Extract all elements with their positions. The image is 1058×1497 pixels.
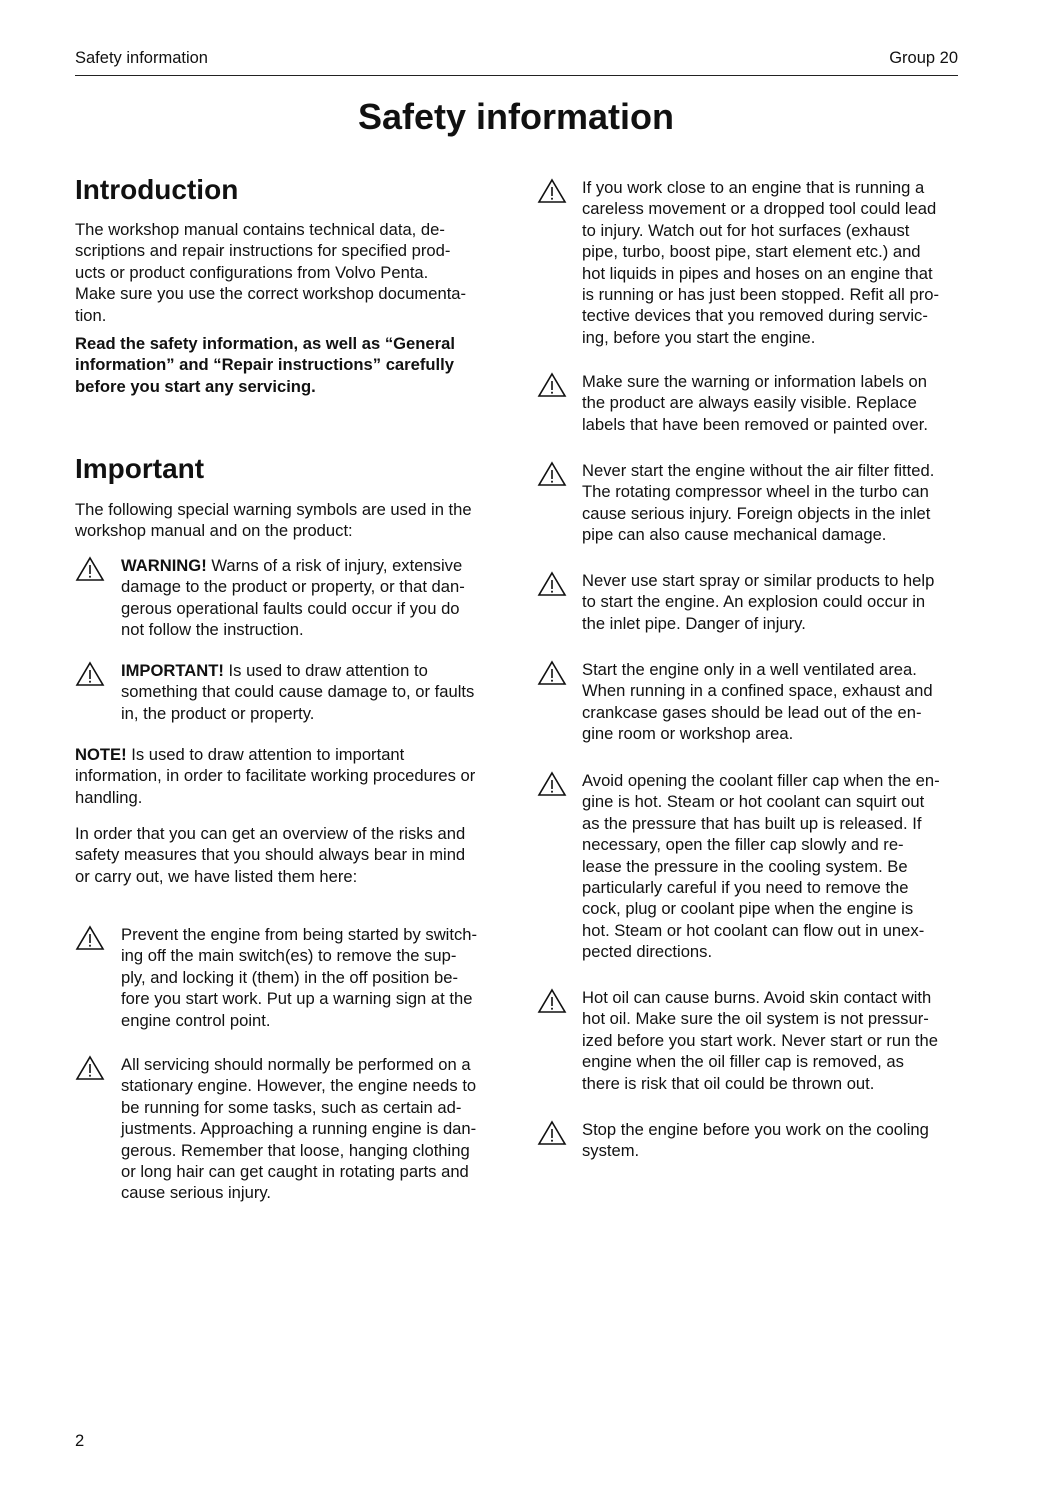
- safety-item: Make sure the warning or information labels on the product are always easily visible. Replace labels that have been removed or painted over.: [582, 372, 928, 434]
- warning-triangle-icon: [75, 925, 105, 956]
- warning-triangle-icon: [75, 661, 105, 692]
- note-text: Is used to draw attention to important information, in order to facilitate working procedures or handling.: [75, 745, 476, 807]
- important-paragraph: The following special warning symbols are used in the workshop manual and on the product:: [75, 500, 472, 541]
- warning-definition: [121, 555, 511, 641]
- safety-item: Never start the engine without the air filter fitted. The rotating compressor wheel in the turbo can cause serious injury. Foreign objects in the inlet pipe can also cause mechanical damage.: [582, 461, 935, 545]
- important-definition: [121, 660, 511, 724]
- warning-triangle-icon: [537, 461, 567, 492]
- safety-item: Avoid opening the coolant filler cap when the en- gine is hot. Steam or hot coolant can squirt out as the pressure that has built up is released. If necessary, open the filler cap slowly and re- lease the pressure in the cooling system. Be particularly careful if you need to remove the cock, plug or coolant pipe when the engine is hot. Steam or hot coolant can flow out in unex- pected directions.: [582, 771, 940, 962]
- running-header-left: Safety information: [75, 49, 208, 67]
- overview-paragraph: In order that you can get an overview of the risks and safety measures that you should always bear in mind or carry out, we have listed them here:: [75, 824, 466, 886]
- warning-triangle-icon: [537, 1120, 567, 1151]
- note-label: NOTE!: [75, 745, 127, 764]
- warning-triangle-icon: [537, 372, 567, 403]
- page-number: 2: [75, 1431, 85, 1450]
- warning-label: WARNING!: [121, 556, 207, 575]
- note-definition: [75, 744, 505, 808]
- warning-triangle-icon: [537, 771, 567, 802]
- page-title: Safety information: [357, 96, 675, 137]
- warning-triangle-icon: [537, 178, 567, 209]
- important-text: Is used to draw attention to something that could cause damage to, or faults in, the product or property.: [121, 661, 475, 723]
- important-label: IMPORTANT!: [121, 661, 224, 680]
- intro-paragraph: The workshop manual contains technical data, de- scriptions and repair instructions for specified prod- ucts or product configurations from Volvo Penta. Make sure you use the correct workshop documenta- tion.: [75, 220, 467, 325]
- introduction-heading: Introduction: [75, 174, 239, 205]
- warning-triangle-icon: [537, 988, 567, 1019]
- safety-item: Never use start spray or similar products to help to start the engine. An explosion could occur in the inlet pipe. Danger of injury.: [582, 571, 935, 633]
- intro-bold-paragraph: Read the safety information, as well as “General information” and “Repair instructions” carefully before you start any servicing.: [75, 334, 455, 396]
- header-rule: [75, 75, 958, 76]
- running-header-right: Group 20: [889, 49, 958, 67]
- safety-item: All servicing should normally be performed on a stationary engine. However, the engine needs to be running for some tasks, such as certain ad- justments. Approaching a running engine is dan- gerous. Remember that loose, hanging clothing or long hair can get caught in rotating parts and cause serious injury.: [121, 1055, 477, 1203]
- safety-item: Start the engine only in a well ventilated area. When running in a confined space, exhaust and crankcase gases should be lead out of the en- gine room or workshop area.: [582, 660, 933, 744]
- safety-item: If you work close to an engine that is running a careless movement or a dropped tool could lead to injury. Watch out for hot surfaces (exhaust pipe, turbo, boost pipe, start element etc.) and hot liquids in pipes and hoses on an engine that is running or has just been stopped. Refit all pro- tective devices that you removed during servic- ing, before you start the engine.: [582, 178, 939, 347]
- warning-text: Warns of a risk of injury, extensive damage to the product or property, or that dan- gerous operational faults could occur if you do not follow the instruction.: [121, 556, 465, 640]
- warning-triangle-icon: [537, 660, 567, 691]
- warning-triangle-icon: [75, 1055, 105, 1086]
- safety-item: Stop the engine before you work on the cooling system.: [582, 1120, 929, 1161]
- warning-triangle-icon: [537, 571, 567, 602]
- safety-item: Prevent the engine from being started by switch- ing off the main switch(es) to remove the sup- ply, and locking it (them) in the off position be- fore you start work. Put up a warning sign at the engine control point.: [121, 925, 478, 1030]
- safety-item: Hot oil can cause burns. Avoid skin contact with hot oil. Make sure the oil system is not pressur- ized before you start work. Never start or run the engine when the oil filler cap is removed, as there is risk that oil could be thrown out.: [582, 988, 938, 1093]
- important-heading: Important: [75, 453, 205, 484]
- warning-triangle-icon: [75, 556, 105, 587]
